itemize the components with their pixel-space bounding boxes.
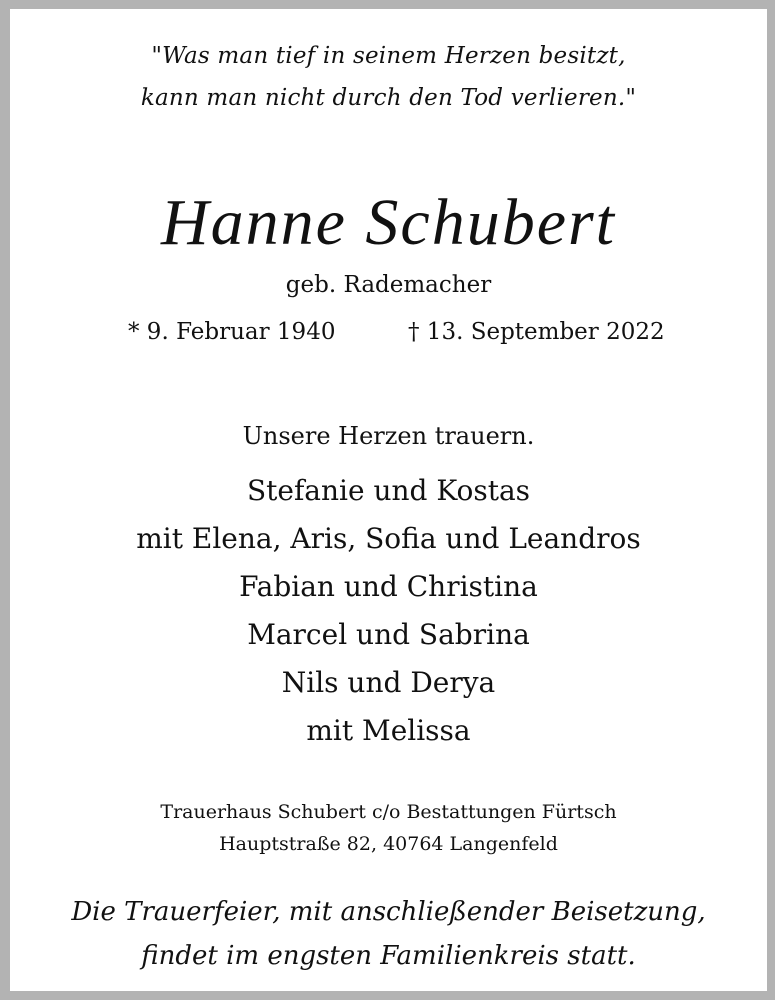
quote-line-1: "Was man tief in seinem Herzen besitzt, [151, 43, 626, 69]
mourning-intro: Unsere Herzen trauern. [242, 422, 535, 450]
life-dates [10, 319, 767, 353]
mourner-line: Stefanie und Kostas [246, 474, 531, 507]
closing-line-1: Die Trauerfeier, mit anschließender Beisetzung, [71, 897, 706, 927]
address-line-1: Trauerhaus Schubert c/o Bestattungen Fürtsch [160, 801, 617, 823]
birth-name: geb. Rademacher [285, 272, 492, 298]
deceased-name: Hanne Schubert [160, 186, 617, 259]
address-line-2: Hauptstraße 82, 40764 Langenfeld [219, 833, 558, 855]
mourner-line: mit Melissa [306, 714, 471, 747]
quote-line-2: kann man nicht durch den Tod verlieren." [140, 85, 637, 111]
birth-date: * 9. Februar 1940 [128, 319, 336, 345]
mourner-line: Fabian und Christina [239, 570, 538, 603]
mourner-line: Marcel und Sabrina [247, 618, 530, 651]
mourner-line: mit Elena, Aris, Sofia und Leandros [136, 522, 641, 555]
closing-line-2: findet im engsten Familienkreis statt. [141, 941, 636, 971]
mourner-line: Nils und Derya [281, 666, 496, 699]
death-date: † 13. September 2022 [408, 319, 665, 345]
